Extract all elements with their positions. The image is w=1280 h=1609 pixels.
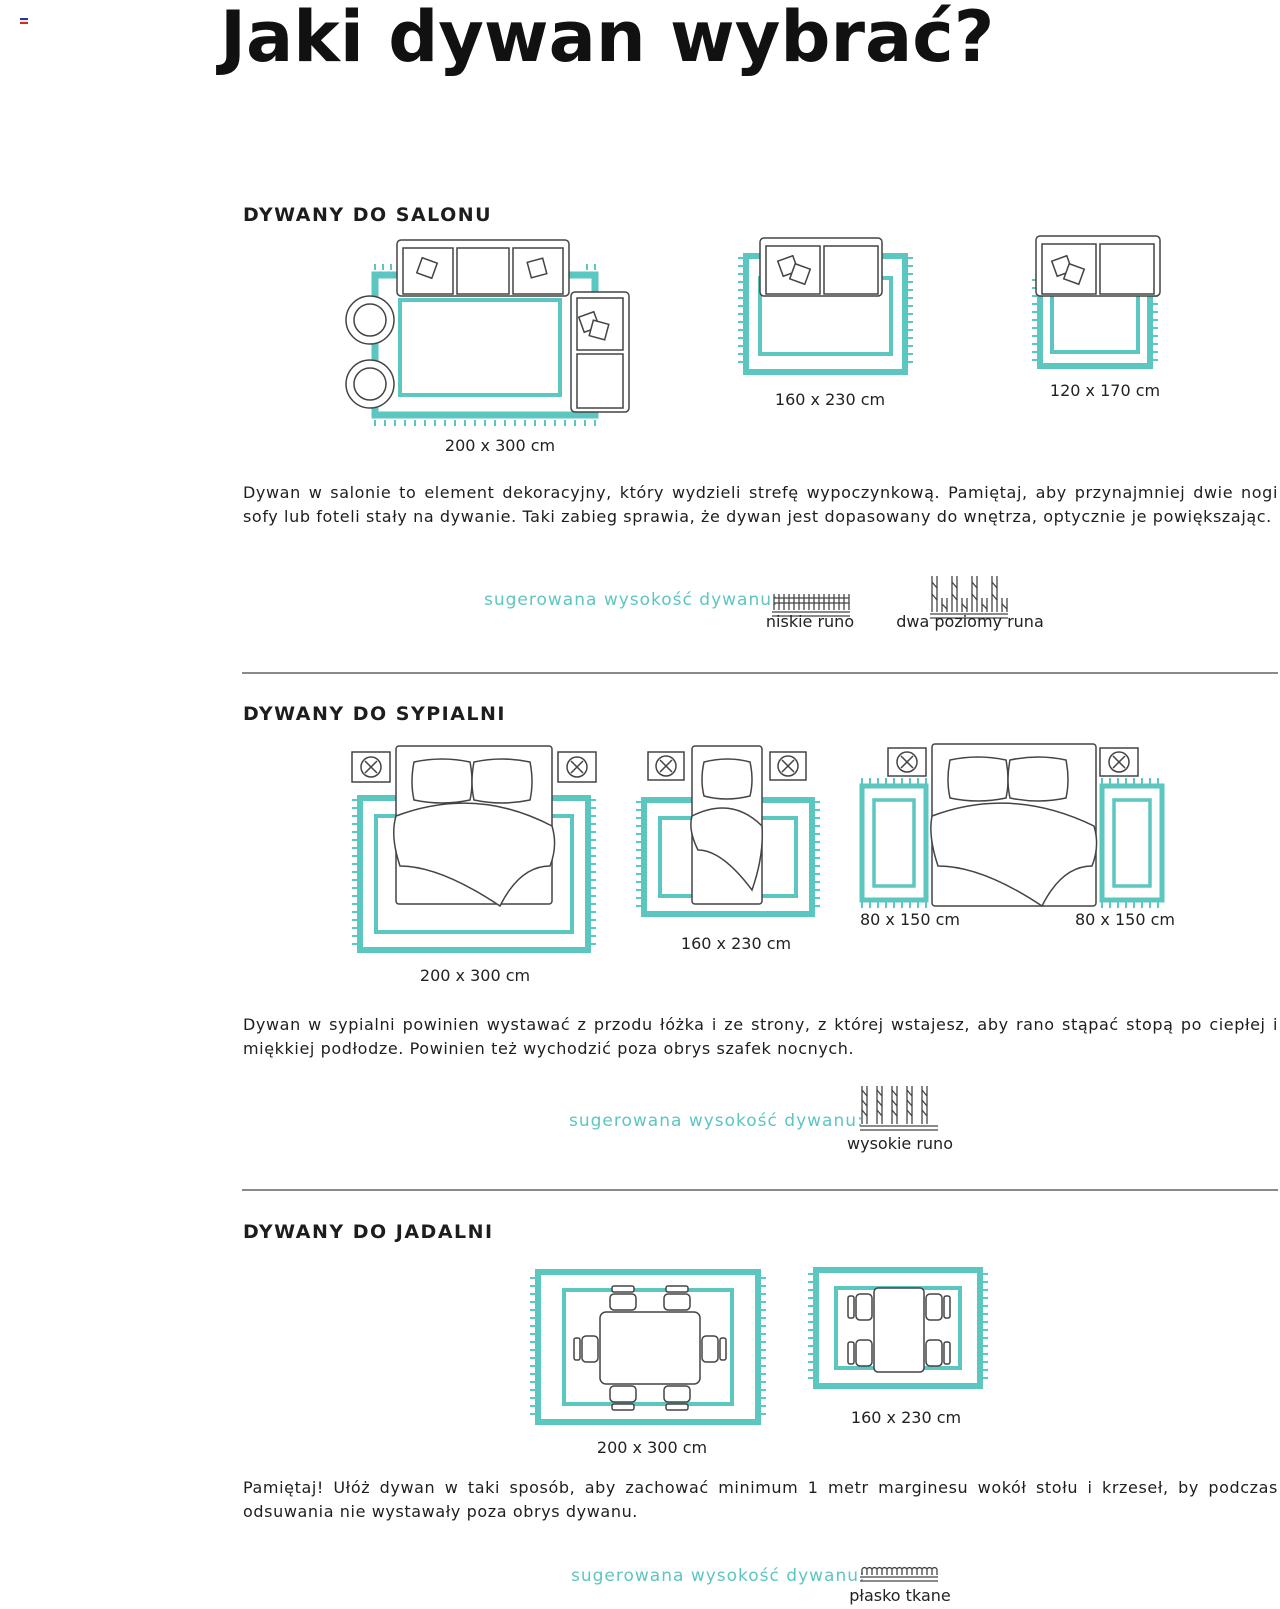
section-heading-salon: DYWANY DO SALONU <box>243 204 493 226</box>
section-heading-sypialnia: DYWANY DO SYPIALNI <box>243 703 506 725</box>
flat-weave-icon <box>858 1565 940 1583</box>
dining-rug-200x300-illustration <box>530 1268 770 1428</box>
living-room-rug-120x170-illustration <box>1022 236 1172 371</box>
pile-label: dwa poziomy runa <box>896 612 1044 631</box>
sypialnia-description: Dywan w sypialni powinien wystawać z przodu łóżka i ze strony, z której wstajesz, aby rano stąpać stopą po ciepłej i miękkiej podłodze. Powinien też wychodzić poza obrys szafek nocnych. <box>243 1015 1278 1058</box>
size-label: 160 x 230 cm <box>680 934 792 953</box>
dining-rug-160x230-illustration <box>808 1268 988 1392</box>
suggestion-label: sugerowana wysokość dywanu: <box>569 1111 864 1131</box>
section-divider <box>242 672 1278 674</box>
size-label: 120 x 170 cm <box>1049 381 1161 400</box>
living-room-rug-200x300-illustration <box>345 240 645 430</box>
size-label: 200 x 300 cm <box>596 1438 708 1457</box>
suggestion-label: sugerowana wysokość dywanu: <box>571 1566 866 1586</box>
section-heading-jadalnia: DYWANY DO JADALNI <box>243 1221 494 1243</box>
page-title: Jaki dywan wybrać? <box>220 0 995 78</box>
salon-description: Dywan w salonie to element dekoracyjny, który wydzieli strefę wypoczynkową. Pamiętaj, aby przynajmniej dwie nogi sofy lub foteli stały na dywanie. Taki zabieg sprawia, że dywan jest dopasowany do wnętrza, optycznie je powiększając. <box>243 483 1278 526</box>
size-label: 200 x 300 cm <box>444 436 556 455</box>
bedroom-rug-80x150-illustration <box>858 744 1168 916</box>
pile-label: wysokie runo <box>847 1134 953 1153</box>
living-room-rug-160x230-illustration <box>738 238 913 378</box>
size-label: 80 x 150 cm <box>859 910 960 929</box>
pile-label: niskie runo <box>765 612 855 631</box>
high-pile-icon <box>858 1082 940 1132</box>
bedroom-rug-200x300-illustration <box>352 746 600 958</box>
suggestion-label: sugerowana wysokość dywanu: <box>484 590 779 610</box>
jadalnia-description: Pamiętaj! Ułóż dywan w taki sposób, aby zachować minimum 1 metr marginesu wokół stołu i krzeseł, by podczas odsuwania nie wystawały poza obrys dywanu. <box>243 1478 1278 1521</box>
flag-icon <box>20 18 28 24</box>
size-label: 160 x 230 cm <box>850 1408 962 1427</box>
size-label: 80 x 150 cm <box>1074 910 1175 929</box>
pile-label: płasko tkane <box>849 1586 951 1605</box>
section-divider <box>242 1189 1278 1191</box>
bedroom-rug-160x230-illustration <box>636 746 820 921</box>
size-label: 160 x 230 cm <box>774 390 886 409</box>
size-label: 200 x 300 cm <box>419 966 531 985</box>
